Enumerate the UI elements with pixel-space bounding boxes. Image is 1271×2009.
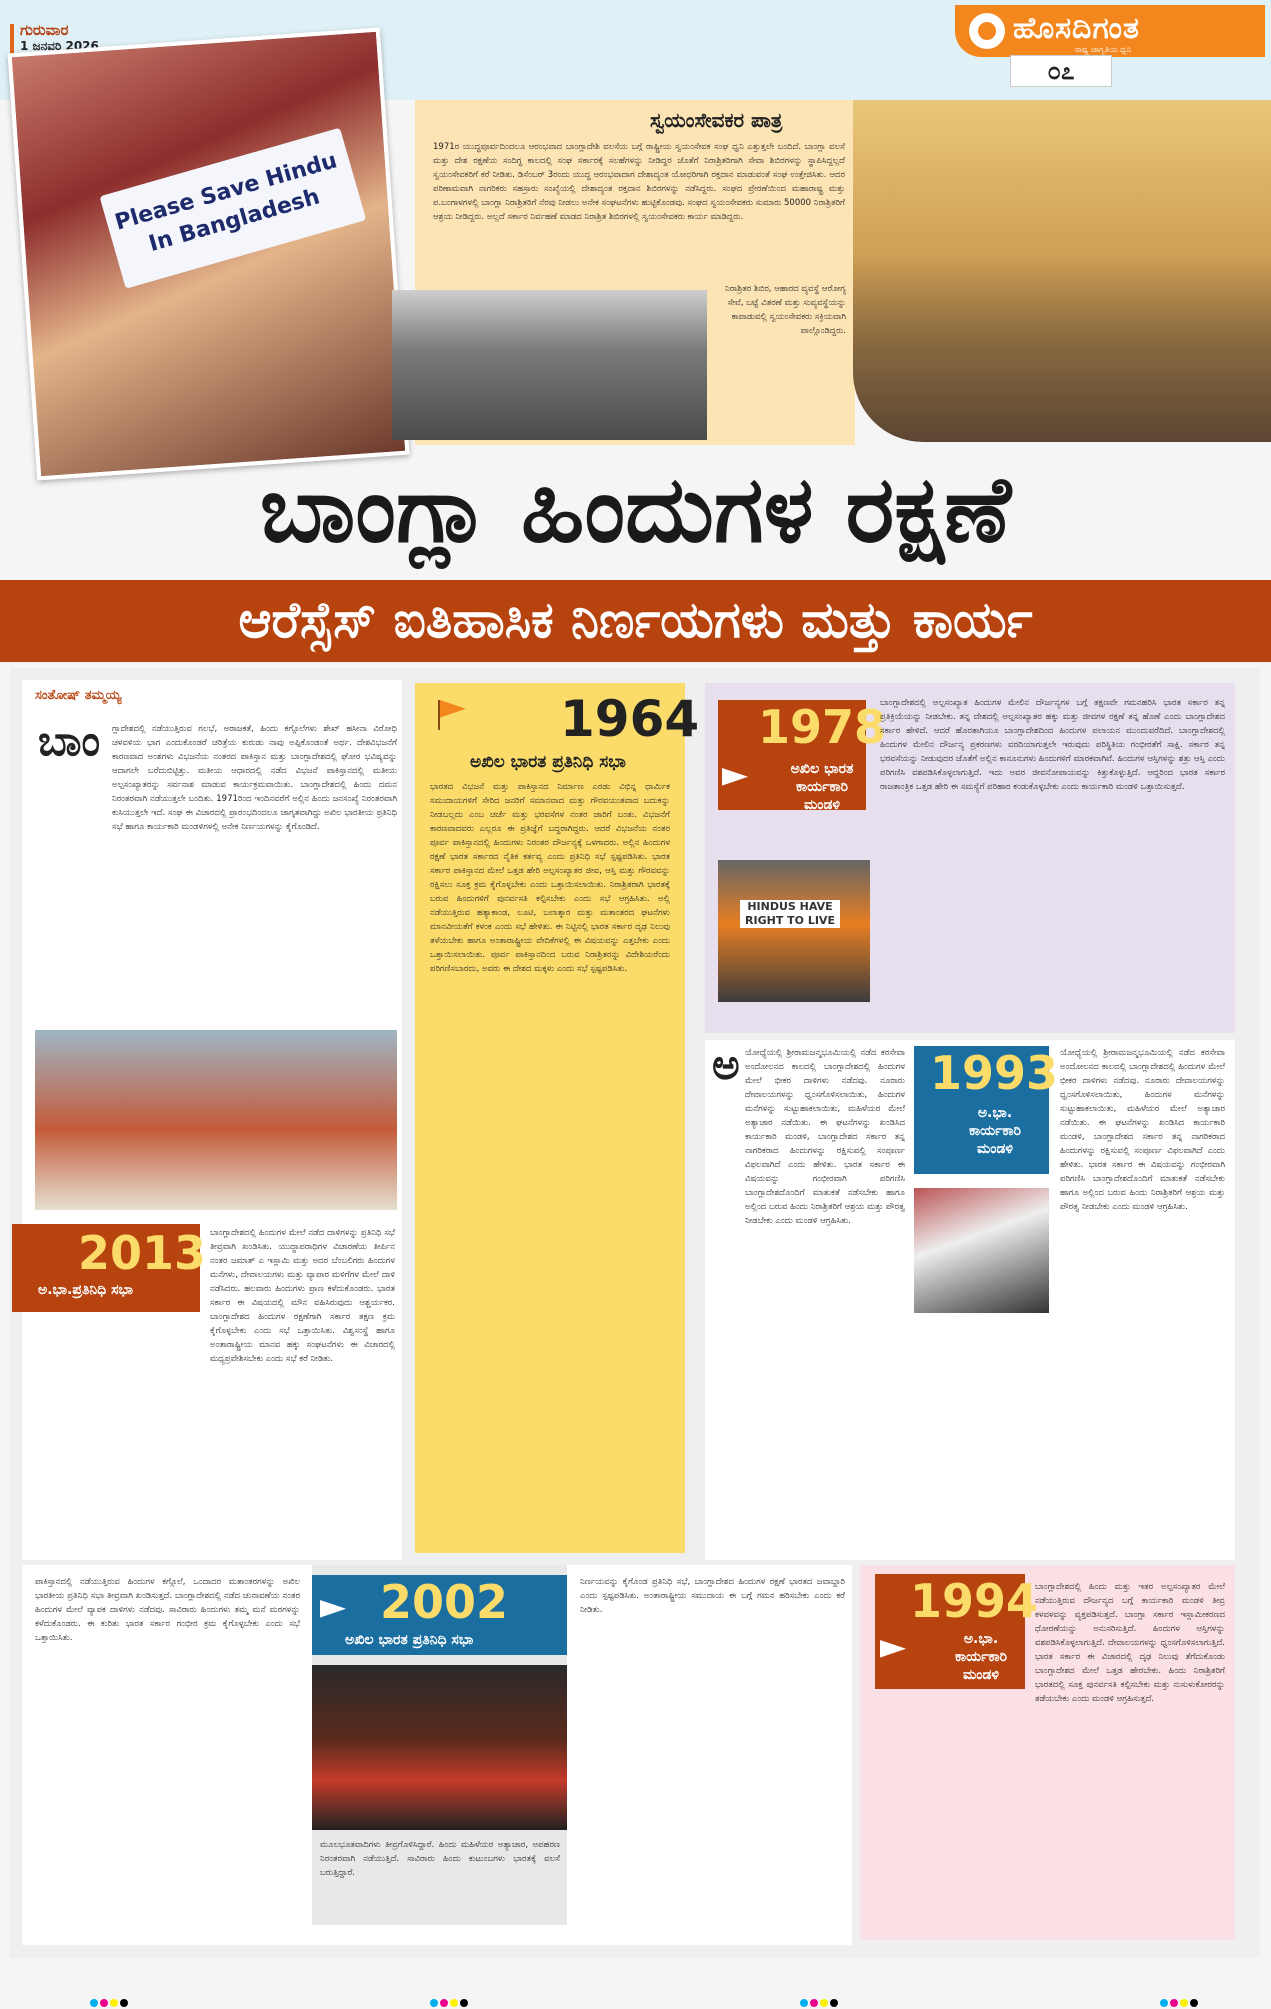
- year-1993-dropcap: ಅ: [712, 1040, 740, 1089]
- swayamsevak-title: ಸ್ವಯಂಸೇವಕರ ಪಾತ್ರ: [650, 108, 783, 132]
- intro-text: ಗ್ಲಾದೇಶದಲ್ಲಿ ನಡೆಯುತ್ತಿರುವ ಗಲಭೆ, ಅರಾಜಕತೆ, ಹಿಂದು ಕಗ್ಗೊಲೆಗಳು ಶೇಖ್ ಹಸೀನಾ ವಿರೋಧಿ ಚಳವಳಿಯ ಭಾಗ ಎಂದುಕೊಂಡರೆ ಚರಿತ್ರೆಯ ಕುರುಡು ನಾವು ಅಪ್ಪಿಕೊಂಡಂತೆ ಅರ್ಥ. ದೇಶವಿಭಜನೆಗೆ ಕಾರಣವಾದ ಅಂಶಗಳು ವಿಭಜನೆಯ ನಂತರದ ಪಾಕಿಸ್ತಾನ ಮತ್ತು ಬಾಂಗ್ಲಾದೇಶದಲ್ಲಿ ಘೋರ ಭವಿಷ್ಯವನ್ನು ಆದಾಗಲೇ ಬರೆದುಬಿಟ್ಟಿತ್ತು. ಮತೀಯ ಆಧಾರದಲ್ಲಿ ನಡೆದ ವಿಭಜನೆ ಪಾಕಿಸ್ತಾನದಲ್ಲಿ ಮತೀಯ ಅಲ್ಪಸಂಖ್ಯಾತರನ್ನು ಸರ್ವನಾಶ ಮಾಡುವ ಕಾರ್ಯಕ್ರಮವಾಯಿತು. ಬಾಂಗ್ಲಾದೇಶದಲ್ಲಿ ಹಿಂದು ದಮನ ನಿರಂತರವಾಗಿ ನಡೆಯುತ್ತಲೇ ಬಂದಿತು. 1971ರಿಂದ ಇಂದಿನವರೆಗೆ ಅಲ್ಲಿನ ಹಿಂದು ಜನಸಂಖ್ಯೆ ನಿರಂತರವಾಗಿ ಕುಸಿಯುತ್ತಲೇ ಇದೆ. ಸಂಘ ಈ ವಿಚಾರದಲ್ಲಿ ಪ್ರಾರಂಭದಿಂದಲೂ ಜಾಗೃತವಾಗಿದ್ದು ಅಖಿಲ ಭಾರತೀಯ ಪ್ರತಿನಿಧಿ ಸಭೆ ಹಾಗೂ ಕಾರ್ಯಕಾರಿ ಮಂಡಳಿಗಳಲ್ಲಿ ಅನೇಕ ನಿರ್ಣಯಗಳನ್ನು ಕೈಗೊಂಡಿದೆ.: [112, 724, 397, 832]
- page-number: ೦೭: [1010, 55, 1112, 87]
- day-label: ಗುರುವಾರ: [20, 21, 69, 39]
- year-2002: 2002: [380, 1575, 509, 1629]
- headline: ಬಾಂಗ್ಲಾ ಹಿಂದುಗಳ ರಕ್ಷಣೆ: [259, 456, 1012, 563]
- protest-photo-2002: [312, 1665, 567, 1830]
- year-2002-bottom-text: ಮೂಲಭೂತವಾದಿಗಳು ತೀವ್ರಗೊಳಿಸಿದ್ದಾರೆ. ಹಿಂದು ಮಹಿಳೆಯರ ಅತ್ಯಾಚಾರ, ಅಪಹರಣ ನಿರಂತರವಾಗಿ ನಡೆಯುತ್ತಿದೆ. ಸಾವಿರಾರು ಹಿಂದು ಕುಟುಂಬಗಳು ಭಾರತಕ್ಕೆ ವಲಸೆ ಬರುತ್ತಿದ್ದಾರೆ.: [320, 1840, 560, 1878]
- year-1964: 1964: [560, 690, 700, 748]
- year-1994-text: ಬಾಂಗ್ಲಾದೇಶದಲ್ಲಿ ಹಿಂದು ಮತ್ತು ಇತರ ಅಲ್ಪಸಂಖ್ಯಾತರ ಮೇಲೆ ನಡೆಯುತ್ತಿರುವ ದೌರ್ಜನ್ಯದ ಬಗ್ಗೆ ಕಾರ್ಯಕಾರಿ ಮಂಡಳಿ ತೀವ್ರ ಕಳವಳವನ್ನು ವ್ಯಕ್ತಪಡಿಸುತ್ತದೆ. ಬಾಂಗ್ಲಾ ಸರ್ಕಾರ ಇಸ್ಲಾಮೀಕರಣದ ಧೋರಣೆಯನ್ನು ಅನುಸರಿಸುತ್ತಿದೆ. ಹಿಂದುಗಳ ಆಸ್ತಿಗಳನ್ನು ವಶಪಡಿಸಿಕೊಳ್ಳಲಾಗುತ್ತಿದೆ. ದೇವಾಲಯಗಳನ್ನು ಧ್ವಂಸಗೊಳಿಸಲಾಗುತ್ತಿದೆ. ಭಾರತ ಸರ್ಕಾರ ಈ ವಿಚಾರದಲ್ಲಿ ದೃಢ ನಿಲುವು ತೆಗೆದುಕೊಂಡು ಬಾಂಗ್ಲಾದೇಶದ ಮೇಲೆ ಒತ್ತಡ ಹೇರಬೇಕು. ಹಿಂದು ನಿರಾಶ್ರಿತರಿಗೆ ಭಾರತದಲ್ಲಿ ಸೂಕ್ತ ಪುನರ್ವಸತಿ ಕಲ್ಪಿಸಬೇಕು ಮತ್ತು ನುಸುಳುಕೋರರನ್ನು ತಡೆಯಬೇಕು ಎಂದು ಮಂಡಳಿ ಆಗ್ರಹಿಸುತ್ತದೆ.: [1035, 1582, 1225, 1704]
- protest-photo-1978: [718, 860, 870, 1002]
- year-2002-left-text: ಪಾಕಿಸ್ತಾನದಲ್ಲಿ ನಡೆಯುತ್ತಿರುವ ಹಿಂದುಗಳ ಕಗ್ಗೊಲೆ, ಒಂದಾದರ ಮತಾಂತರಗಳನ್ನು ಅಖಿಲ ಭಾರತೀಯ ಪ್ರತಿನಿಧಿ ಸಭಾ ತೀವ್ರವಾಗಿ ಖಂಡಿಸುತ್ತದೆ. ಬಾಂಗ್ಲಾದೇಶದಲ್ಲಿ ನಡೆದ ಚುನಾವಣೆಯ ನಂತರ ಹಿಂದುಗಳ ಮೇಲೆ ವ್ಯಾಪಕ ದಾಳಿಗಳು ನಡೆದವು. ಸಾವಿರಾರು ಹಿಂದುಗಳು ತಮ್ಮ ಮನೆ ಮಠಗಳನ್ನು ಕಳೆದುಕೊಂಡರು. ಈ ಕುರಿತು ಭಾರತ ಸರ್ಕಾರ ಗಂಭೀರ ಕ್ರಮ ಕೈಗೊಳ್ಳಬೇಕು ಎಂದು ಸಭೆ ಒತ್ತಾಯಿಸಿತು.: [35, 1577, 300, 1643]
- protest-photo-1993: [914, 1188, 1049, 1313]
- masthead-tagline: ರಾಷ್ಟ್ರ ಜಾಗೃತಿಯ ಧ್ವನಿ: [1075, 45, 1132, 54]
- year-2013-text: ಬಾಂಗ್ಲಾದೇಶದಲ್ಲಿ ಹಿಂದುಗಳ ಮೇಲೆ ನಡೆದ ದಾಳಿಗಳನ್ನು ಪ್ರತಿನಿಧಿ ಸಭೆ ತೀವ್ರವಾಗಿ ಖಂಡಿಸಿತು. ಯುದ್ಧಾಪರಾಧಿಗಳ ವಿಚಾರಣೆಯ ತೀರ್ಪಿನ ನಂತರ ಜಮಾತ್ ಎ ಇಸ್ಲಾಮಿ ಮತ್ತು ಅದರ ಬೆಂಬಲಿಗರು ಹಿಂದುಗಳ ಮನೆಗಳು, ದೇವಾಲಯಗಳು ಮತ್ತು ವ್ಯಾಪಾರ ಮಳಿಗೆಗಳ ಮೇಲೆ ದಾಳಿ ನಡೆಸಿದರು. ಹಲವಾರು ಹಿಂದುಗಳು ಪ್ರಾಣ ಕಳೆದುಕೊಂಡರು. ಭಾರತ ಸರ್ಕಾರ ಈ ವಿಷಯದಲ್ಲಿ ಮೌನ ವಹಿಸಿರುವುದು ಆಶ್ಚರ್ಯಕರ. ಬಾಂಗ್ಲಾದೇಶದ ಹಿಂದುಗಳ ರಕ್ಷಣೆಗಾಗಿ ಸರ್ಕಾರ ತಕ್ಷಣ ಕ್ರಮ ಕೈಗೊಳ್ಳಬೇಕು ಎಂದು ಸಭೆ ಒತ್ತಾಯಿಸಿತು. ವಿಶ್ವಸಂಸ್ಥೆ ಹಾಗೂ ಅಂತಾರಾಷ್ಟ್ರೀಯ ಮಾನವ ಹಕ್ಕು ಸಂಘಟನೆಗಳು ಈ ವಿಚಾರದಲ್ಲಿ ಮಧ್ಯಪ್ರವೇಶಿಸಬೇಕು ಎಂದು ಸಭೆ ಕರೆ ನೀಡಿತು.: [210, 1228, 395, 1364]
- registration-dots: [800, 1992, 840, 2002]
- flag-pole-1964: [438, 700, 440, 730]
- year-1964-body: ಅಖಿಲ ಭಾರತ ಪ್ರತಿನಿಧಿ ಸಭಾ: [470, 752, 626, 772]
- intro-dropcap: ಬಾಂ: [38, 716, 101, 765]
- year-1994: 1994: [910, 1574, 1039, 1628]
- registration-dots: [430, 1992, 470, 2002]
- placard-text: Please Save Hindu In Bangladesh: [112, 148, 340, 258]
- year-1978-body: ಅಖಿಲ ಭಾರತ ಕಾರ್ಯಕಾರಿ ಮಂಡಳಿ: [790, 761, 854, 813]
- year-1993-side-text: ಯೋಧ್ಯೆಯಲ್ಲಿ ಶ್ರೀರಾಮಜನ್ಮಭೂಮಿಯಲ್ಲಿ ನಡೆದ ಕರಸೇವಾ ಅಂದೋಲನದ ಕಾಲದಲ್ಲಿ ಬಾಂಗ್ಲಾದೇಶದಲ್ಲಿ ಹಿಂದುಗಳ ಮೇಲೆ ಭೀಕರ ದಾಳಿಗಳು ನಡೆದವು. ನೂರಾರು ದೇವಾಲಯಗಳನ್ನು ಧ್ವಂಸಗೊಳಿಸಲಾಯಿತು, ಹಿಂದುಗಳ ಮನೆಗಳನ್ನು ಸುಟ್ಟುಹಾಕಲಾಯಿತು, ಮಹಿಳೆಯರ ಮೇಲೆ ಅತ್ಯಾಚಾರ ನಡೆಯಿತು. ಈ ಘಟನೆಗಳನ್ನು ಖಂಡಿಸಿದ ಕಾರ್ಯಕಾರಿ ಮಂಡಳಿ, ಬಾಂಗ್ಲಾದೇಶದ ಸರ್ಕಾರ ತನ್ನ ನಾಗರಿಕರಾದ ಹಿಂದುಗಳನ್ನು ರಕ್ಷಿಸುವಲ್ಲಿ ಸಂಪೂರ್ಣ ವಿಫಲವಾಗಿದೆ ಎಂದು ಹೇಳಿತು. ಭಾರತ ಸರ್ಕಾರ ಈ ವಿಷಯವನ್ನು ಗಂಭೀರವಾಗಿ ಪರಿಗಣಿಸಿ ಬಾಂಗ್ಲಾದೇಶದೊಂದಿಗೆ ಮಾತುಕತೆ ನಡೆಸಬೇಕು ಹಾಗೂ ಅಲ್ಲಿಂದ ಬರುವ ಹಿಂದು ನಿರಾಶ್ರಿತರಿಗೆ ಆಶ್ರಯ ಮತ್ತು ಪೌರತ್ವ ನೀಡಬೇಕು ಎಂದು ಮಂಡಳಿ ಆಗ್ರಹಿಸಿತು.: [1060, 1048, 1225, 1212]
- year-1978: 1978: [758, 700, 887, 754]
- year-1993: 1993: [930, 1046, 1059, 1100]
- year-1978-text: ಬಾಂಗ್ಲಾದೇಶದಲ್ಲಿ ಅಲ್ಪಸಂಖ್ಯಾತ ಹಿಂದುಗಳ ಮೇಲಿನ ದೌರ್ಜನ್ಯಗಳ ಬಗ್ಗೆ ತಕ್ಷಣವೇ ಗಮನಹರಿಸಿ ಭಾರತ ಸರ್ಕಾರ ತನ್ನ ಪ್ರತಿಕ್ರಿಯೆಯನ್ನು ನೀಡಬೇಕು. ತನ್ನ ದೇಶದಲ್ಲಿ ಅಲ್ಪಸಂಖ್ಯಾತರ ಹಕ್ಕು ಮತ್ತು ಜೀವಗಳ ರಕ್ಷಣೆ ತನ್ನ ಹೊಣೆ ಎಂದು ಬಾಂಗ್ಲಾದೇಶದ ಸರ್ಕಾರ ಹೇಳಿದೆ. ಆದರೆ ಹೊರತಾಗಿಯೂ ಬಾಂಗ್ಲಾದೇಶದಿಂದ ಹಿಂದುಗಳ ಪಲಾಯನ ಮುಂದುವರೆದಿದೆ. ಬಾಂಗ್ಲಾದೇಶದಲ್ಲಿ ಹಿಂದುಗಳ ಮೇಲಿನ ದೌರ್ಜನ್ಯ ಪ್ರಕರಣಗಳು ವರದಿಯಾಗುತ್ತಲೇ ಇರುವುದು ಪರಿಸ್ಥಿತಿಯ ಗಂಭೀರತೆಗೆ ಸಾಕ್ಷಿ. ಸರ್ಕಾರ ತನ್ನ ಭರವಸೆಯನ್ನು ನೀಡುವುದರ ಜೊತೆಗೆ ಅಲ್ಲಿನ ಕಾನೂನುಗಳು ಹಿಂದುಗಳಿಗೆ ಮಾರಕವಾಗಿವೆ. ಹಿಂದುಗಳ ಆಸ್ತಿಗಳನ್ನು ಶತ್ರು ಆಸ್ತಿ ಎಂದು ಪರಿಗಣಿಸಿ ವಶಪಡಿಸಿಕೊಳ್ಳಲಾಗುತ್ತಿದೆ. ಇದು ಅವರ ಜೀವನೋಪಾಯವನ್ನು ಕಿತ್ತುಕೊಳ್ಳುತ್ತಿದೆ. ಆದ್ದರಿಂದ ಭಾರತ ಸರ್ಕಾರ ರಾಜತಾಂತ್ರಿಕ ಒತ್ತಡ ಹೇರಿ ಈ ಸಮಸ್ಯೆಗೆ ಪರಿಹಾರ ಕಂಡುಕೊಳ್ಳಬೇಕು ಎಂದು ಕಾರ್ಯಕಾರಿ ಮಂಡಳಿ ಒತ್ತಾಯಿಸುತ್ತದೆ.: [880, 698, 1225, 792]
- year-2002-right-text: ನಿರ್ಣಯವನ್ನು ಕೈಗೊಂಡ ಪ್ರತಿನಿಧಿ ಸಭೆ, ಬಾಂಗ್ಲಾದೇಶದ ಹಿಂದುಗಳ ರಕ್ಷಣೆ ಭಾರತದ ಜವಾಬ್ದಾರಿ ಎಂದು ಸ್ಪಷ್ಟಪಡಿಸಿತು. ಅಂತಾರಾಷ್ಟ್ರೀಯ ಸಮುದಾಯ ಈ ಬಗ್ಗೆ ಗಮನ ಹರಿಸಬೇಕು ಎಂದು ಕರೆ ನೀಡಿತು.: [580, 1577, 845, 1615]
- year-2013-body: ಅ.ಭಾ.ಪ್ರತಿನಿಧಿ ಸಭಾ: [38, 1282, 134, 1298]
- protest-photo: [8, 28, 410, 481]
- logo-icon: [969, 13, 1005, 49]
- volunteers-photo: [853, 100, 1271, 442]
- registration-dots: [90, 1992, 130, 2002]
- protest-placard: [99, 128, 366, 289]
- swayamsevak-side-text: ನಿರಾಶ್ರಿತರ ಶಿಬಿರ, ಆಹಾರದ ವ್ಯವಸ್ಥೆ ಆರೋಗ್ಯ ಸೇವೆ, ಬಟ್ಟೆ ವಿತರಣೆ ಮತ್ತು ಸುವ್ಯವಸ್ಥೆಯನ್ನು ಕಾಪಾಡುವಲ್ಲಿ ಸ್ವಯಂಸೇವಕರು ಸಕ್ರಿಯವಾಗಿ ಪಾಲ್ಗೊಂಡಿದ್ದರು.: [724, 284, 846, 336]
- year-1994-body: ಅ.ಭಾ. ಕಾರ್ಯಕಾರಿ ಮಂಡಳಿ: [954, 1631, 1008, 1683]
- year-1993-body: ಅ.ಭಾ. ಕಾರ್ಯಕಾರಿ ಮಂಡಳಿ: [968, 1105, 1022, 1157]
- march-photo: [392, 290, 707, 440]
- subheadline: ಆರೆಸ್ಸೆಸ್ ಐತಿಹಾಸಿಕ ನಿರ್ಣಯಗಳು ಮತ್ತು ಕಾರ್ಯ: [238, 591, 1033, 649]
- byline: ಸಂತೋಷ್ ತಮ್ಮಯ್ಯ: [35, 688, 122, 703]
- year-2013: 2013: [78, 1226, 207, 1280]
- year-1993-text: ಯೋಧ್ಯೆಯಲ್ಲಿ ಶ್ರೀರಾಮಜನ್ಮಭೂಮಿಯಲ್ಲಿ ನಡೆದ ಕರಸೇವಾ ಅಂದೋಲನದ ಕಾಲದಲ್ಲಿ ಬಾಂಗ್ಲಾದೇಶದಲ್ಲಿ ಹಿಂದುಗಳ ಮೇಲೆ ಭೀಕರ ದಾಳಿಗಳು ನಡೆದವು. ನೂರಾರು ದೇವಾಲಯಗಳನ್ನು ಧ್ವಂಸಗೊಳಿಸಲಾಯಿತು, ಹಿಂದುಗಳ ಮನೆಗಳನ್ನು ಸುಟ್ಟುಹಾಕಲಾಯಿತು, ಮಹಿಳೆಯರ ಮೇಲೆ ಅತ್ಯಾಚಾರ ನಡೆಯಿತು. ಈ ಘಟನೆಗಳನ್ನು ಖಂಡಿಸಿದ ಕಾರ್ಯಕಾರಿ ಮಂಡಳಿ, ಬಾಂಗ್ಲಾದೇಶದ ಸರ್ಕಾರ ತನ್ನ ನಾಗರಿಕರಾದ ಹಿಂದುಗಳನ್ನು ರಕ್ಷಿಸುವಲ್ಲಿ ಸಂಪೂರ್ಣ ವಿಫಲವಾಗಿದೆ ಎಂದು ಹೇಳಿತು. ಭಾರತ ಸರ್ಕಾರ ಈ ವಿಷಯವನ್ನು ಗಂಭೀರವಾಗಿ ಪರಿಗಣಿಸಿ ಬಾಂಗ್ಲಾದೇಶದೊಂದಿಗೆ ಮಾತುಕತೆ ನಡೆಸಬೇಕು ಹಾಗೂ ಅಲ್ಲಿಂದ ಬರುವ ಹಿಂದು ನಿರಾಶ್ರಿತರಿಗೆ ಆಶ್ರಯ ಮತ್ತು ಪೌರತ್ವ ನೀಡಬೇಕು ಎಂದು ಮಂಡಳಿ ಆಗ್ರಹಿಸಿತು.: [745, 1048, 905, 1226]
- masthead-title: ಹೊಸದಿಗಂತ: [1013, 11, 1140, 46]
- swayamsevak-body: 1971ರ ಯುದ್ಧಪೂರ್ವದಿಂದಲೂ ಆರಂಭವಾದ ಬಾಂಗ್ಲಾದೇಶಿ ವಲಸೆಯ ಬಗ್ಗೆ ರಾಷ್ಟ್ರೀಯ ಸ್ವಯಂಸೇವಕ ಸಂಘ ಧ್ವನಿ ಎತ್ತುತ್ತಲೇ ಬಂದಿದೆ. ಬಾಂಗ್ಲಾ ವಲಸೆ ಮತ್ತು ದೇಶ ರಕ್ಷಣೆಯ ಸಂದಿಗ್ಧ ಕಾಲದಲ್ಲಿ ಸಂಘ ಸರ್ಕಾರಕ್ಕೆ ಸಲಹೆಗಳನ್ನು ನೀಡಿದ್ದರ ಜೊತೆಗೆ ನಿರಾಶ್ರಿತರಿಗಾಗಿ ಸೇವಾ ಶಿಬಿರಗಳನ್ನು ಸ್ಥಾಪಿಸಿದ್ದಲ್ಲದೆ ಸ್ವಯಂಸೇವಕರಿಗೆ ಕರೆ ನೀಡಿತು. ಡಿಸೆಂಬರ್ 3ರಂದು ಯುದ್ಧ ಆರಂಭವಾದಾಗ ದೇಶಾದ್ಯಂತ ಯೋಧರಿಗಾಗಿ ರಕ್ತದಾನ ಮಾಡುವಂತೆ ಸಂಘ ಉತ್ತೇಜಿಸಿತು. ಆದರ ಪರಿಣಾಮವಾಗಿ ನಾಗರಿಕರು ಸಹಸ್ರಾರು ಸಂಖ್ಯೆಯಲ್ಲಿ ದೇಶಾದ್ಯಂತ ರಕ್ತದಾನ ಶಿಬಿರಗಳನ್ನು ನಡೆಸಿದ್ದರು. ಸಂಘದ ಪ್ರೇರಣೆಯಿಂದ ಮಹಾರಾಷ್ಟ್ರ ಮತ್ತು ಪ.ಬಂಗಾಳಗಳಲ್ಲಿ ಬಾಂಗ್ಲಾ ನಿರಾಶ್ರಿತರಿಗೆ ನೆರವು ನೀಡಲು ಅನೇಕ ಸಂಘಟನೆಗಳು ಹುಟ್ಟಿಕೊಂಡವು. ಸಂಘದ ಸ್ವಯಂಸೇವಕರು ಸುಮಾರು 50000 ನಿರಾಶ್ರಿತರಿಗೆ ಆಶ್ರಯ ನೀಡಿದ್ದರು. ಅಲ್ಲದೆ ಸರ್ಕಾರ ನಿರ್ವಹಣೆ ಮಾಡದ ನಿರಾಶ್ರಿತ ಶಿಬಿರಗಳಲ್ಲಿ ಸ್ವಯಂಸೇವಕರು ಕಾರ್ಯ ಮಾಡಿದ್ದರು.: [433, 142, 845, 222]
- registration-dots: [1160, 1992, 1200, 2002]
- march-photo-2: [35, 1030, 397, 1210]
- date-label: 1 ಜನವರಿ 2026: [20, 39, 99, 53]
- sign-text-1978: HINDUS HAVE RIGHT TO LIVE: [740, 900, 840, 928]
- year-2002-body: ಅಖಿಲ ಭಾರತ ಪ್ರತಿನಿಧಿ ಸಭಾ: [345, 1632, 474, 1648]
- year-1964-text: ಭಾರತದ ವಿಭಜನೆ ಮತ್ತು ಪಾಕಿಸ್ತಾನದ ನಿರ್ಮಾಣ ಎರಡು ವಿಭಿನ್ನ ಧಾರ್ಮಿಕ ಸಮುದಾಯಗಳಿಗೆ ಸೇರಿದ ಜನರಿಗೆ ಸಮಾನವಾದ ಮತ್ತು ಗೌರವಯುತವಾದ ಬದುಕನ್ನು ನೀಡಬಲ್ಲದು ಎಂಬ ಚರ್ಚೆ ಮತ್ತು ಭರವಸೆಗಳ ನಂತರ ಜಾರಿಗೆ ಬಂತು. ವಿಭಜನೆಗೆ ಕಾರಣವಾದವರು ಎಲ್ಲರೂ ಈ ಪ್ರತಿಜ್ಞೆಗೆ ಬದ್ಧರಾಗಿದ್ದರು. ಆದರೆ ವಿಭಜನೆಯ ನಂತರ ಪೂರ್ವ ಪಾಕಿಸ್ತಾನದಲ್ಲಿ ಹಿಂದುಗಳು ನಿರಂತರ ದೌರ್ಜನ್ಯಕ್ಕೆ ಒಳಗಾದರು. ಅಲ್ಲಿನ ಹಿಂದುಗಳ ರಕ್ಷಣೆ ಭಾರತ ಸರ್ಕಾರದ ನೈತಿಕ ಕರ್ತವ್ಯ ಎಂದು ಪ್ರತಿನಿಧಿ ಸಭೆ ಸ್ಪಷ್ಟಪಡಿಸಿತು. ಭಾರತ ಸರ್ಕಾರ ಪಾಕಿಸ್ತಾನದ ಮೇಲೆ ಒತ್ತಡ ಹೇರಿ ಅಲ್ಪಸಂಖ್ಯಾತರ ಜೀವ, ಆಸ್ತಿ ಮತ್ತು ಗೌರವವನ್ನು ರಕ್ಷಿಸಲು ಸೂಕ್ತ ಕ್ರಮ ಕೈಗೊಳ್ಳಬೇಕು ಎಂದು ಒತ್ತಾಯಿಸಲಾಯಿತು. ನಿರಾಶ್ರಿತರಾಗಿ ಭಾರತಕ್ಕೆ ಬರುವ ಹಿಂದುಗಳಿಗೆ ಪುನರ್ವಸತಿ ಕಲ್ಪಿಸಬೇಕು ಎಂದು ಸಭೆ ಆಗ್ರಹಿಸಿತು. ಅಲ್ಲಿ ನಡೆಯುತ್ತಿರುವ ಹತ್ಯಾಕಾಂಡ, ಲೂಟಿ, ಬಲಾತ್ಕಾರ ಮತ್ತು ಮತಾಂತರದ ಘಟನೆಗಳು ಮಾನವೀಯತೆಗೆ ಕಳಂಕ ಎಂದು ಸಭೆ ಹೇಳಿತು. ಈ ನಿಟ್ಟಿನಲ್ಲಿ ಭಾರತ ಸರ್ಕಾರ ದೃಢ ನಿಲುವು ತಳೆಯಬೇಕು ಹಾಗೂ ಅಂತಾರಾಷ್ಟ್ರೀಯ ವೇದಿಕೆಗಳಲ್ಲಿ ಈ ವಿಷಯವನ್ನು ಎತ್ತಬೇಕು ಎಂದು ಒತ್ತಾಯಿಸಲಾಯಿತು. ಪೂರ್ವ ಪಾಕಿಸ್ತಾನದಿಂದ ಬರುವ ನಿರಾಶ್ರಿತರನ್ನು ವಿದೇಶಿಯರೆಂದು ಪರಿಗಣಿಸಬಾರದು, ಅವರು ಈ ದೇಶದ ಮಕ್ಕಳು ಎಂದು ಸಭೆ ಸ್ಪಷ್ಟಪಡಿಸಿತು.: [430, 782, 670, 974]
- masthead: [955, 5, 1265, 57]
